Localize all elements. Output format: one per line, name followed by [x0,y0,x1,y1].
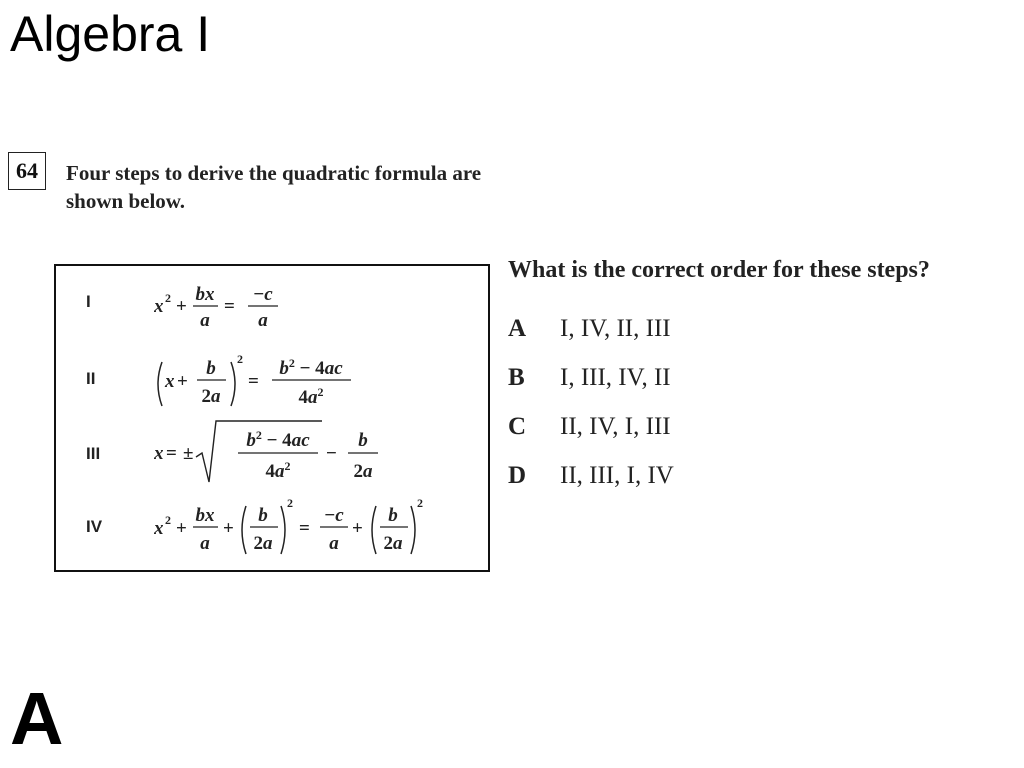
svg-text:+: + [223,518,234,539]
step-equation-iii [154,416,414,488]
choice-a[interactable] [508,315,671,343]
steps-box [54,264,490,572]
svg-text:=: = [248,371,259,392]
svg-text:+: + [176,518,187,539]
choice-c[interactable] [508,413,671,441]
svg-text:b2 − 4ac: $b^2 - 4ac$ [246,428,310,451]
svg-text:±: ± [183,443,194,464]
svg-text:a: a [200,310,210,331]
choice-text: II, IV, I, III [560,413,671,440]
svg-text:+: + [177,371,188,392]
svg-text:2: 2 [417,496,423,510]
step-label-iii: III [86,444,101,463]
choice-letter: D [508,462,527,489]
svg-text:2: 2 [237,352,243,366]
answer-text: A [10,677,64,760]
svg-text:=: = [224,296,235,317]
svg-text:=: = [166,443,177,464]
svg-text:2a: 2a [201,386,221,407]
svg-text:2a: 2a [253,533,273,554]
svg-text:x: x [154,296,164,317]
svg-text:b: b [206,358,216,379]
page-title: Algebra I [10,6,211,62]
choice-d[interactable] [508,462,674,490]
svg-text:a: a [200,533,210,554]
svg-text:bx: bx [195,284,215,305]
choice-b[interactable] [508,364,671,392]
step-label-i: I [86,292,91,311]
step-equation-iv [154,492,474,562]
step-equation-ii [154,346,394,412]
svg-text:b: b [388,505,398,526]
step-label-iv: IV [86,517,103,536]
svg-text:+: + [176,296,187,317]
svg-text:2a: 2a [383,533,403,554]
svg-text:4a2: $4a^2$ [265,459,291,482]
svg-text:−c: −c [253,284,273,305]
svg-text:b: b [258,505,268,526]
svg-text:b2 − 4ac: $b^2 - 4ac$ [279,356,343,379]
svg-text:2a: 2a [353,461,373,482]
svg-text:+: + [352,518,363,539]
question-number: 64 [8,152,46,190]
choice-letter: A [508,315,527,342]
svg-text:x: x [165,371,175,392]
svg-text:a: a [258,310,268,331]
svg-text:−c: −c [324,505,344,526]
svg-text:bx: bx [195,505,215,526]
choice-text: II, III, I, IV [560,462,674,489]
question-text: Four steps to derive the quadratic formula are shown below. [66,161,482,213]
svg-text:2: 2 [165,513,171,527]
svg-text:2: 2 [165,291,171,305]
step-label-ii: II [86,369,96,388]
question-prompt: What is the correct order for these steps? [508,257,930,283]
svg-text:x: x [154,443,164,464]
svg-text:2: 2 [287,496,293,510]
svg-text:b: b [358,430,368,451]
choice-text: I, IV, II, III [560,315,671,342]
svg-text:−: − [326,443,337,464]
svg-text:=: = [299,518,310,539]
svg-text:4a2: $4a^2$ [298,385,324,408]
choice-letter: C [508,413,527,440]
svg-text:x: x [154,518,164,539]
svg-text:a: a [329,533,339,554]
choice-text: I, III, IV, II [560,364,671,391]
choice-letter: B [508,364,525,391]
step-equation-i [154,280,314,338]
